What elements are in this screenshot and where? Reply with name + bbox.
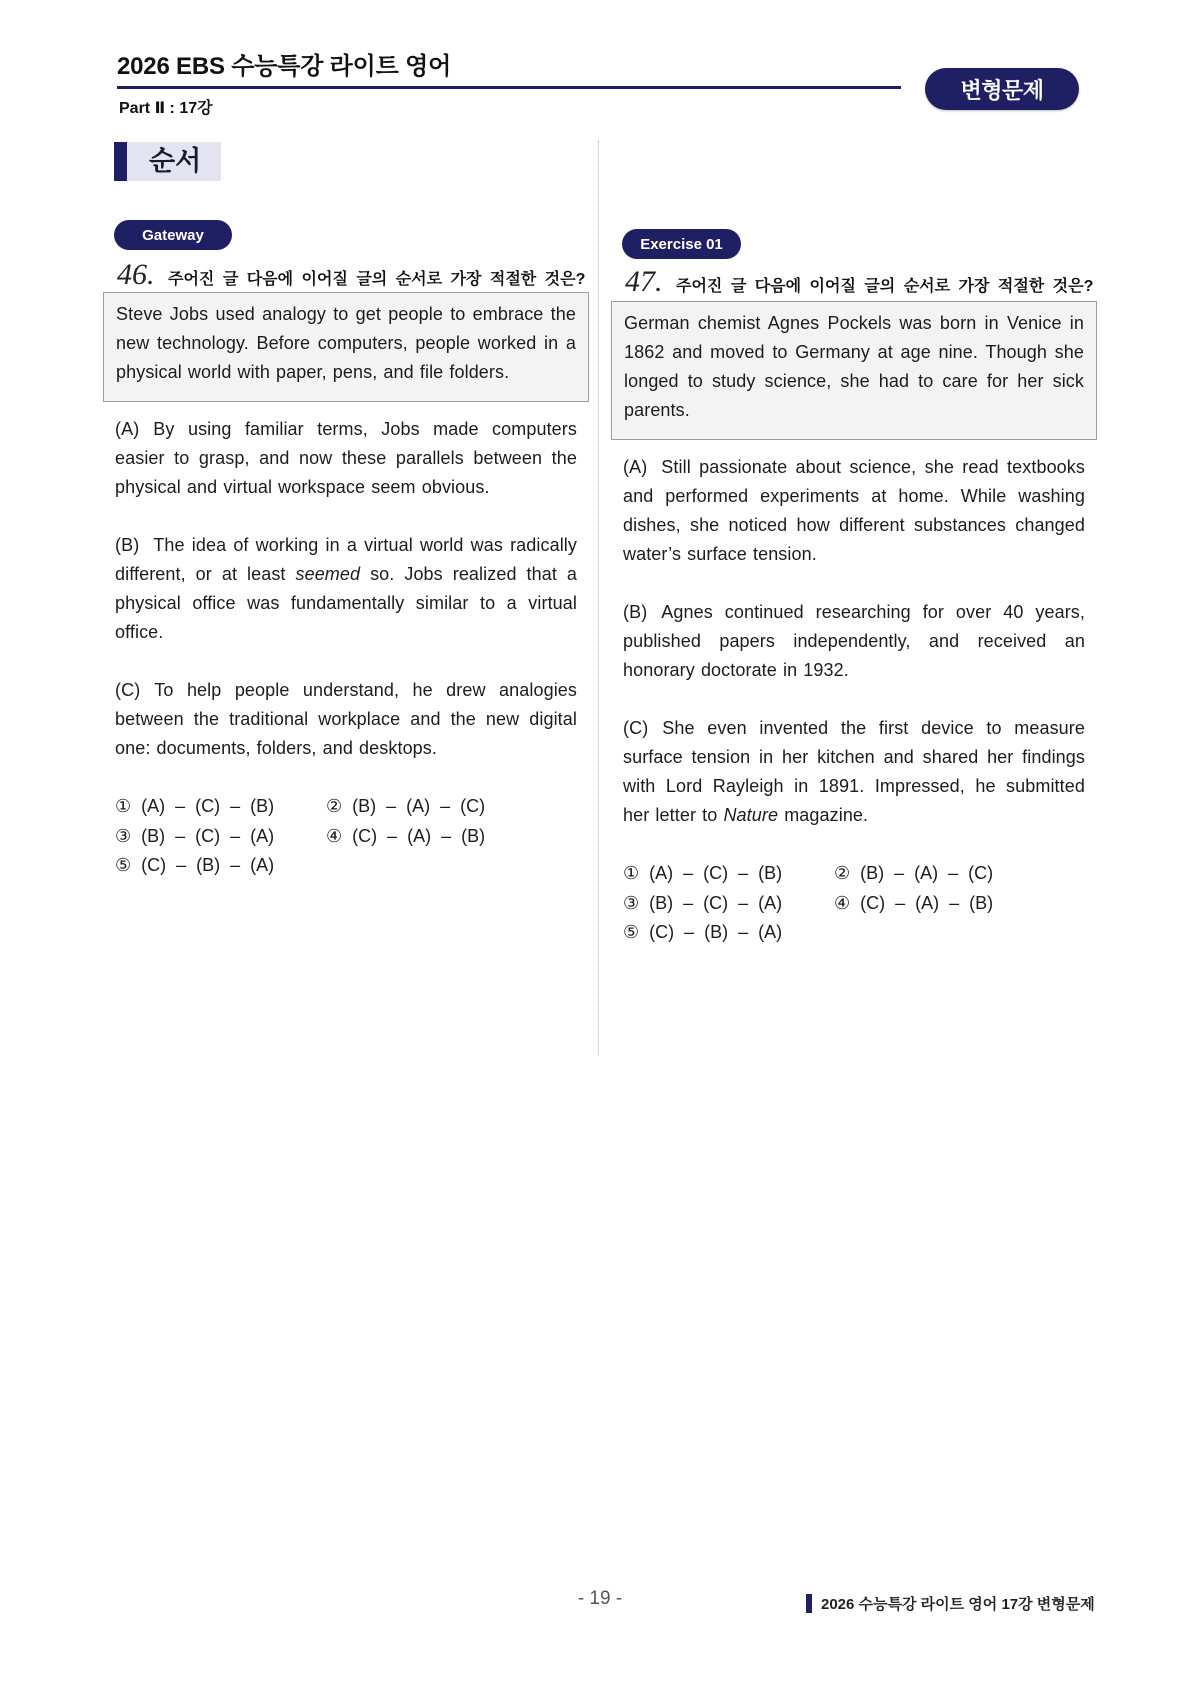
worksheet-type-label: 변형문제: [960, 77, 1044, 103]
passage-part-c: [115, 676, 577, 763]
column-divider: [598, 141, 599, 1055]
passage-part-a: [623, 453, 1085, 569]
choice-1: ① (A) – (C) – (B): [115, 796, 275, 816]
exercise-badge: [622, 229, 741, 259]
question-number: 47.: [625, 265, 663, 298]
part-text: To help people understand, he drew analogies between the traditional workplace and the new digital one: documents, folders, and desktops.: [115, 680, 577, 758]
gateway-badge: [114, 220, 232, 250]
choice-5: ⑤ (C) – (B) – (A): [623, 922, 783, 942]
part-emphasis: seemed: [295, 564, 361, 584]
question-46: [103, 220, 589, 881]
part-text-after: magazine.: [778, 805, 869, 825]
title-underline: [117, 86, 901, 89]
choice-2: ② (B) – (A) – (C): [834, 863, 994, 883]
exercise-badge-label: Exercise 01: [640, 235, 723, 253]
answer-choices: [611, 859, 1097, 948]
given-passage-box: [103, 292, 589, 402]
choice-3: ③ (B) – (C) – (A): [115, 825, 275, 846]
part-label: Part Ⅱ : 17강: [119, 100, 213, 117]
question-prompt: 주어진 글 다음에 이어질 글의 순서로 가장 적절한 것은?: [676, 278, 1094, 295]
part-text: Still passionate about science, she read textbooks and performed experiments at home. While washing dishes, she noticed how different substances changed water’s surface tension.: [623, 457, 1085, 564]
choice-3: ③ (B) – (C) – (A): [623, 892, 783, 913]
question-prompt: 주어진 글 다음에 이어질 글의 순서로 가장 적절한 것은?: [168, 271, 586, 288]
gateway-badge-label: Gateway: [142, 226, 204, 244]
part-label: (B): [115, 535, 140, 555]
question-47: [611, 229, 1097, 948]
passage-part-a: [115, 415, 577, 502]
part-emphasis: Nature: [723, 805, 779, 825]
choice-4: ④ (C) – (A) – (B): [326, 825, 486, 846]
part-text-after: so. Jobs realized that a physical office was fundamentally similar to a virtual office.: [115, 564, 578, 642]
passage-part-b: [115, 531, 577, 647]
document-title: 2026 EBS 수능특강 라이트 영어: [117, 53, 452, 80]
footer-accent-bar: [806, 1594, 812, 1613]
answer-choices: [103, 792, 589, 881]
part-text: The idea of working in a virtual world was radically different, or at least: [115, 535, 577, 584]
question-header: [611, 267, 1097, 297]
footer-series-label: 2026 수능특강 라이트 영어 17강 변형문제: [821, 1596, 1095, 1613]
passage-part-b: [623, 598, 1085, 685]
part-label: (C): [115, 680, 141, 700]
passage-parts: [611, 453, 1097, 830]
passage-parts: [103, 415, 589, 763]
choice-5: ⑤ (C) – (B) – (A): [115, 855, 275, 875]
part-text: By using familiar terms, Jobs made computers easier to grasp, and now these parallels between the physical and virtual workspace seem obvious.: [115, 419, 577, 497]
choice-2: ② (B) – (A) – (C): [326, 796, 486, 816]
section-heading-title: 순서: [149, 146, 202, 176]
part-label: (B): [623, 602, 648, 622]
given-passage-box: [611, 301, 1097, 440]
choice-4: ④ (C) – (A) – (B): [834, 892, 994, 913]
given-passage-text: Steve Jobs used analogy to get people to embrace the new technology. Before computers, people worked in a physical world with paper, pens, and file folders.: [116, 304, 576, 382]
passage-part-c: [623, 714, 1085, 830]
page-number: - 19 -: [577, 1588, 623, 1609]
part-label: (A): [623, 457, 648, 477]
worksheet-type-pill: [925, 68, 1079, 110]
part-text: Agnes continued researching for over 40 years, published papers independently, and received an honorary doctorate in 1932.: [623, 602, 1085, 680]
section-heading-bar: [114, 142, 127, 181]
question-header: [103, 260, 589, 290]
part-label: (A): [115, 419, 140, 439]
choice-1: ① (A) – (C) – (B): [623, 863, 783, 883]
given-passage-text: German chemist Agnes Pockels was born in Venice in 1862 and moved to Germany at age nine. Though she longed to study science, she had to care for her sick parents.: [624, 313, 1084, 420]
part-label: (C): [623, 718, 649, 738]
part-text: She even invented the first device to measure surface tension in her kitchen and shared her findings with Lord Rayleigh in 1891. Impressed, he submitted her letter to: [623, 718, 1085, 825]
question-number: 46.: [117, 258, 155, 291]
section-heading: [114, 142, 221, 181]
